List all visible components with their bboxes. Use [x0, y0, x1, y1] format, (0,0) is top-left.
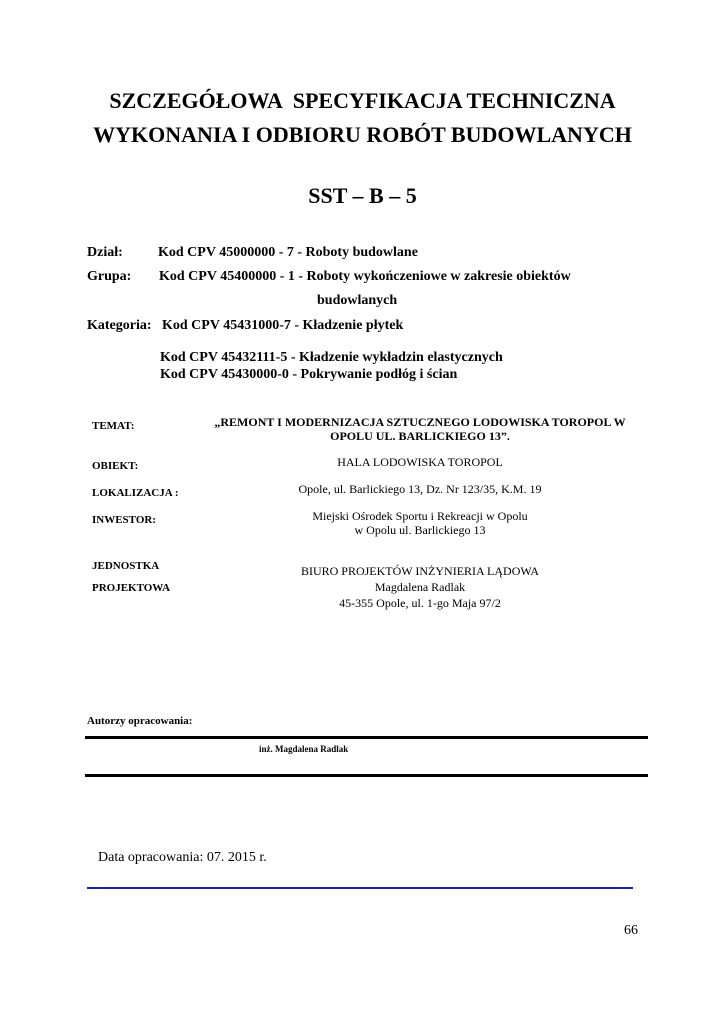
inwestor-value-line2: w Opolu ul. Barlickiego 13 — [354, 523, 486, 537]
grupa-label: Grupa: — [87, 269, 132, 284]
authors-label: Autorzy opracowania: — [87, 715, 193, 727]
authors-bottom-rule — [85, 774, 648, 777]
temat-label: TEMAT: — [92, 420, 135, 432]
dzial-label: Dział: — [87, 245, 123, 260]
jednostka-label-line2: PROJEKTOWA — [92, 582, 171, 594]
preparation-date: Data opracowania: 07. 2015 r. — [98, 850, 267, 865]
footer-rule — [87, 887, 633, 889]
obiekt-value: HALA LODOWISKA TOROPOL — [337, 455, 503, 469]
jednostka-label-line1: JEDNOSTKA — [92, 560, 160, 572]
page-number: 66 — [624, 923, 638, 938]
obiekt-label: OBIEKT: — [92, 460, 139, 472]
kategoria-label: Kategoria: — [87, 318, 152, 333]
temat-value-line1: „REMONT I MODERNIZACJA SZTUCZNEGO LODOWISKA TOROPOL W — [214, 415, 626, 429]
dzial-value: Kod CPV 45000000 - 7 - Roboty budowlane — [158, 245, 418, 260]
kategoria-value: Kod CPV 45431000-7 - Kładzenie płytek — [162, 318, 404, 333]
grupa-value-continued: budowlanych — [317, 293, 398, 308]
lokalizacja-label: LOKALIZACJA : — [92, 487, 179, 499]
inwestor-value-line1: Miejski Ośrodek Sportu i Rekreacji w Opolu — [312, 509, 528, 523]
grupa-value: Kod CPV 45400000 - 1 - Roboty wykończeniowe w zakresie obiektów — [159, 269, 571, 284]
specification-code: SST – B – 5 — [308, 183, 417, 208]
cpv-extra-1: Kod CPV 45432111-5 - Kładzenie wykładzin elastycznych — [160, 350, 503, 365]
authors-top-rule — [85, 736, 648, 739]
cpv-extra-2: Kod CPV 45430000-0 - Pokrywanie podłóg i ścian — [160, 367, 458, 382]
document-title-line2: WYKONANIA I ODBIORU ROBÓT BUDOWLANYCH — [93, 122, 632, 147]
temat-value-line2: OPOLU UL. BARLICKIEGO 13”. — [330, 429, 510, 443]
inwestor-label: INWESTOR: — [92, 514, 156, 526]
document-title-line1: SZCZEGÓŁOWA SPECYFIKACJA TECHNICZNA — [109, 88, 616, 113]
jednostka-value-line2: Magdalena Radlak — [374, 580, 466, 594]
lokalizacja-value: Opole, ul. Barlickiego 13, Dz. Nr 123/35, K.M. 19 — [298, 482, 542, 496]
jednostka-value-line3: 45-355 Opole, ul. 1-go Maja 97/2 — [339, 596, 501, 610]
author-name: inż. Magdalena Radlak — [259, 744, 349, 754]
jednostka-value-line1: BIURO PROJEKTÓW INŻYNIERIA LĄDOWA — [300, 564, 540, 578]
